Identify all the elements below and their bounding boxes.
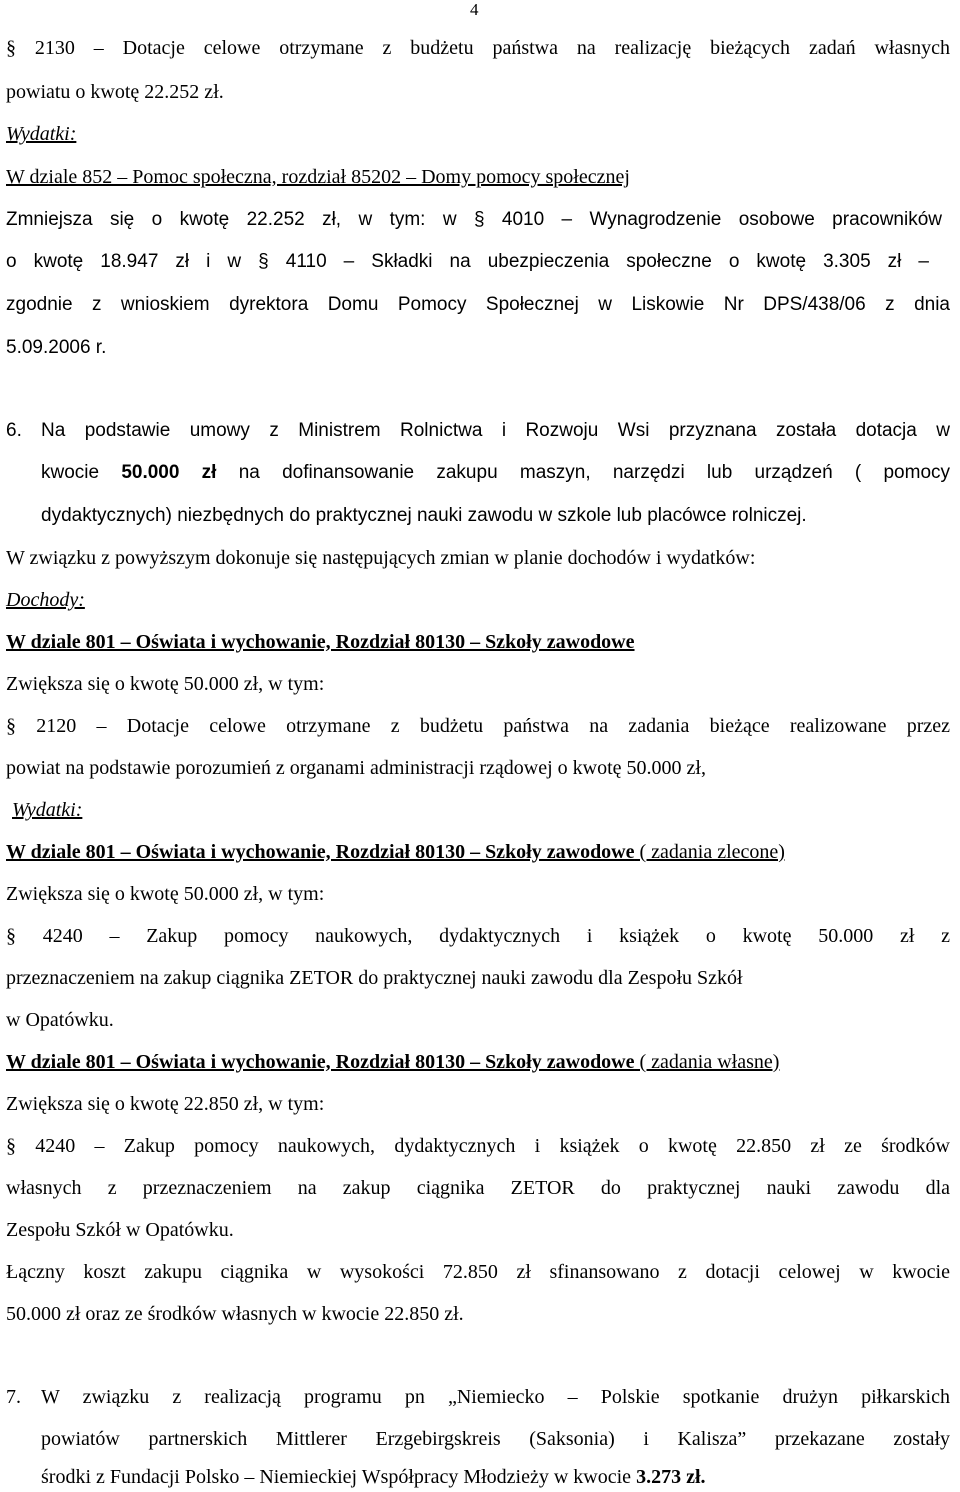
paragraph-4240-a-line1: § 4240 – Zakup pomocy naukowych, dydaktycznych i książek o kwotę 50.000 zł z (6, 925, 950, 947)
laczny-koszt-line2: 50.000 zł oraz ze środków własnych w kwocie 22.850 zł. (6, 1303, 464, 1325)
laczny-koszt-line1: Łączny koszt zakupu ciągnika w wysokości 72.850 zł sfinansowano z dotacji celowej w kwocie (6, 1261, 950, 1283)
item-6-amount: 50.000 zł (121, 462, 217, 483)
paragraph-2120-line2: powiat na podstawie porozumień z organami administracji rządowej o kwotę 50.000 zł, (6, 757, 706, 779)
paragraph-4240-a-line3: w Opatówku. (6, 1009, 114, 1031)
paragraph-4240-b-line1: § 4240 – Zakup pomocy naukowych, dydaktycznych i książek o kwotę 22.850 zł ze środków (6, 1135, 950, 1157)
zwieksza-2: Zwiększa się o kwotę 50.000 zł, w tym: (6, 883, 325, 905)
zmniejsza-line2: o kwotę 18.947 zł i w § 4110 – Składki na ubezpieczenia społeczne o kwotę 3.305 zł – (6, 251, 929, 272)
paragraph-4240-b-line2: własnych z przeznaczeniem na zakup ciągnika ZETOR do praktycznej nauki zawodu dla (6, 1177, 950, 1199)
heading-dochody: Dochody: (6, 589, 85, 611)
heading-wydatki-2: Wydatki: (12, 799, 83, 821)
item-6-number: 6. (6, 420, 22, 441)
item-6-line1: Na podstawie umowy z Ministrem Rolnictwa i Rozwoju Wsi przyznana została dotacja w (41, 420, 950, 441)
zmniejsza-line1: Zmniejsza się o kwotę 22.252 zł, w tym: w § 4010 – Wynagrodzenie osobowe pracowników (6, 209, 942, 230)
paragraph-4240-b-line3: Zespołu Szkół w Opatówku. (6, 1219, 234, 1241)
zwieksza-1: Zwiększa się o kwotę 50.000 zł, w tym: (6, 673, 325, 695)
heading-wydatki: Wydatki: (6, 123, 77, 145)
item-6-line2 (41, 461, 950, 485)
dzial-801-zlecone-rest: ( zadania zlecone) (634, 841, 785, 863)
w-zwiazku-text: W związku z powyższym dokonuje się następujących zmian w planie dochodów i wydatków: (6, 547, 756, 569)
item-7-line3 (41, 1465, 706, 1489)
heading-dzial-801-wlasne (6, 1050, 779, 1074)
heading-dzial-801-dochody: W dziale 801 – Oświata i wychowanie, Rozdział 80130 – Szkoły zawodowe (6, 631, 635, 653)
zmniejsza-line3: zgodnie z wnioskiem dyrektora Domu Pomocy Społecznej w Liskowie Nr DPS/438/06 z dnia (6, 294, 950, 315)
item-7-number: 7. (6, 1386, 21, 1408)
item-7-amount: 3.273 zł. (636, 1466, 706, 1488)
item-7-line1: W związku z realizacją programu pn „Niemiecko – Polskie spotkanie drużyn piłkarskich (41, 1386, 950, 1408)
item-6-line3: dydaktycznych) niezbędnych do praktycznej nauki zawodu w szkole lub placówce rolniczej. (41, 505, 807, 526)
heading-dzial-852: W dziale 852 – Pomoc społeczna, rozdział 85202 – Domy pomocy społecznej (6, 166, 630, 188)
dzial-801-wlasne-rest: ( zadania własne) (634, 1051, 780, 1073)
zmniejsza-line4: 5.09.2006 r. (6, 337, 107, 358)
page-number: 4 (470, 0, 479, 19)
paragraph-2120-line1: § 2120 – Dotacje celowe otrzymane z budżetu państwa na zadania bieżące realizowane przez (6, 715, 950, 737)
zwieksza-3: Zwiększa się o kwotę 22.850 zł, w tym: (6, 1093, 325, 1115)
item-6-line2-a: kwocie (41, 462, 122, 483)
paragraph-4240-a-line2: przeznaczeniem na zakup ciągnika ZETOR do praktycznej nauki zawodu dla Zespołu Szkół (6, 967, 743, 989)
item-7-line2: powiatów partnerskich Mittlerer Erzgebirgskreis (Saksonia) i Kalisza” przekazane zostały (41, 1428, 950, 1450)
item-6-line2-c: na dofinansowanie zakupu maszyn, narzędzi lub urządzeń ( pomocy (216, 462, 951, 483)
dzial-801-zlecone-bold: W dziale 801 – Oświata i wychowanie, Rozdział 80130 – Szkoły zawodowe (6, 841, 635, 863)
paragraph-2130-line2: powiatu o kwotę 22.252 zł. (6, 81, 224, 103)
item-7-line3-a: środki z Fundacji Polsko – Niemieckiej Współpracy Młodzieży w kwocie (41, 1466, 637, 1488)
heading-dzial-801-zlecone (6, 840, 785, 864)
dzial-801-wlasne-bold: W dziale 801 – Oświata i wychowanie, Rozdział 80130 – Szkoły zawodowe (6, 1051, 635, 1073)
paragraph-2130-line1: § 2130 – Dotacje celowe otrzymane z budżetu państwa na realizację bieżących zadań własnych (6, 37, 950, 59)
